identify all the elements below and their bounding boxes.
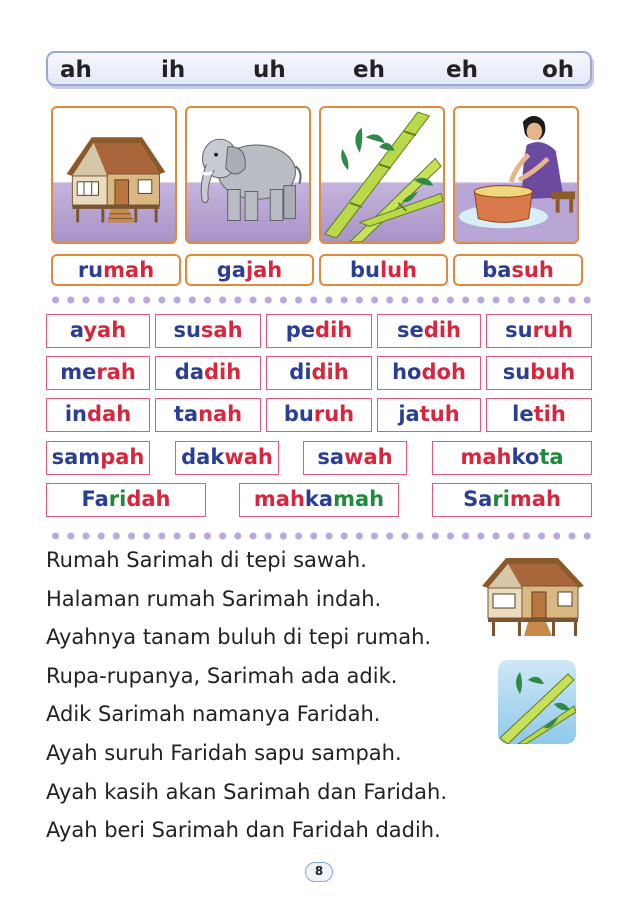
sentence: Halaman rumah Sarimah indah.: [46, 587, 382, 611]
syllable-part: ho: [392, 360, 422, 384]
bamboo-icon: [498, 660, 576, 744]
syllable: oh: [542, 57, 575, 83]
word-box: [432, 483, 592, 517]
syllable-part: su: [502, 360, 531, 384]
page-number: 8: [305, 862, 333, 882]
sentence: Ayah beri Sarimah dan Faridah dadih.: [46, 818, 441, 842]
word-box: [46, 441, 150, 475]
syllable-part: suh: [511, 258, 554, 282]
syllable-part: ri: [492, 487, 510, 511]
dot-divider: [48, 295, 596, 305]
syllable-part: mah: [253, 487, 305, 511]
syllable: eh: [353, 57, 385, 83]
word-box: [486, 314, 592, 348]
syllable-part: tih: [533, 402, 566, 426]
syllable-part: dih: [311, 360, 349, 384]
syllable-part: ri: [108, 487, 127, 511]
syllable-part: dah: [87, 402, 132, 426]
syllable-part: dih: [204, 360, 242, 384]
syllable-part: dih: [423, 318, 461, 342]
syllable: eh: [446, 57, 478, 83]
word-box: [486, 398, 592, 432]
word-box: [303, 441, 407, 475]
sentence: Ayah suruh Faridah sapu sampah.: [46, 741, 402, 765]
syllable: uh: [253, 57, 286, 83]
house-icon: [53, 108, 175, 242]
word-box: [46, 483, 206, 517]
small-bamboo-picture: [498, 660, 576, 744]
syllable-part: ga: [216, 258, 246, 282]
syllable-part: se: [397, 318, 424, 342]
syllable-part: le: [512, 402, 534, 426]
house-picture: [51, 106, 177, 244]
syllable-part: ta: [539, 445, 564, 469]
syllable-part: bu: [349, 258, 380, 282]
word-box: [266, 398, 372, 432]
syllable-part: jah: [245, 258, 283, 282]
washing-picture: [453, 106, 579, 244]
syllable-part: dih: [315, 318, 353, 342]
sentence: Ayah kasih akan Sarimah dan Faridah.: [46, 780, 447, 804]
syllable-part: rah: [96, 360, 136, 384]
elephant-icon: [187, 108, 309, 242]
syllable-part: ru: [77, 258, 104, 282]
syllable-part: wah: [224, 445, 273, 469]
syllable-part: mah: [460, 445, 512, 469]
picture-label-gajah: [185, 254, 314, 286]
syllable-part: di: [289, 360, 312, 384]
bamboo-picture: [319, 106, 445, 244]
sentence: Rumah Sarimah di tepi sawah.: [46, 548, 367, 572]
house-icon: [478, 552, 588, 640]
syllable-part: tuh: [419, 402, 460, 426]
word-box: [155, 314, 261, 348]
syllable-part: luh: [379, 258, 418, 282]
syllable-part: dah: [126, 487, 171, 511]
word-box: [155, 356, 261, 390]
word-box: [377, 356, 481, 390]
syllable-part: nah: [198, 402, 243, 426]
syllable-part: ba: [482, 258, 512, 282]
syllable-part: yah: [83, 318, 127, 342]
word-box: [266, 314, 372, 348]
sentence: Ayahnya tanam buluh di tepi rumah.: [46, 625, 432, 649]
syllable-part: mah: [333, 487, 385, 511]
syllable-part: buh: [530, 360, 576, 384]
word-box: [432, 441, 592, 475]
syllable-part: mah: [103, 258, 155, 282]
syllable-part: mah: [509, 487, 561, 511]
syllable-part: ko: [511, 445, 540, 469]
picture-label-basuh: [453, 254, 583, 286]
word-box: [266, 356, 372, 390]
syllable-part: in: [64, 402, 87, 426]
word-box: [239, 483, 399, 517]
syllable-part: su: [173, 318, 201, 342]
syllable-part: ruh: [313, 402, 355, 426]
picture-label-rumah: [51, 254, 181, 286]
syllable-part: ruh: [532, 318, 573, 342]
syllable-part: bu: [283, 402, 314, 426]
syllable-part: dak: [181, 445, 225, 469]
syllable-part: ka: [304, 487, 334, 511]
picture-label-buluh: [319, 254, 448, 286]
syllable-part: wah: [344, 445, 393, 469]
elephant-picture: [185, 106, 311, 244]
syllable-part: me: [60, 360, 97, 384]
syllable: ah: [60, 57, 92, 83]
syllable-part: doh: [421, 360, 466, 384]
syllable-bar: [46, 51, 592, 86]
word-box: [175, 441, 279, 475]
syllable-part: su: [505, 318, 533, 342]
word-box: [377, 314, 481, 348]
syllable-part: sa: [317, 445, 345, 469]
dot-divider: [48, 531, 596, 541]
syllable-part: ja: [398, 402, 420, 426]
word-box: [46, 356, 150, 390]
word-box: [155, 398, 261, 432]
syllable-part: pah: [100, 445, 145, 469]
syllable-part: ta: [173, 402, 199, 426]
word-box: [46, 314, 150, 348]
syllable-part: a: [69, 318, 84, 342]
syllable: ih: [161, 57, 186, 83]
small-house-picture: [478, 552, 588, 640]
syllable-part: sah: [200, 318, 243, 342]
syllable-part: Fa: [81, 487, 109, 511]
word-box: [486, 356, 592, 390]
syllable-part: da: [174, 360, 204, 384]
bamboo-icon: [321, 108, 443, 242]
syllable-part: pe: [285, 318, 316, 342]
sentence: Rupa-rupanya, Sarimah ada adik.: [46, 664, 398, 688]
word-box: [46, 398, 150, 432]
syllable-part: sam: [51, 445, 101, 469]
word-box: [377, 398, 481, 432]
syllable-part: Sa: [463, 487, 493, 511]
woman-washing-icon: [455, 108, 577, 242]
sentence: Adik Sarimah namanya Faridah.: [46, 702, 381, 726]
